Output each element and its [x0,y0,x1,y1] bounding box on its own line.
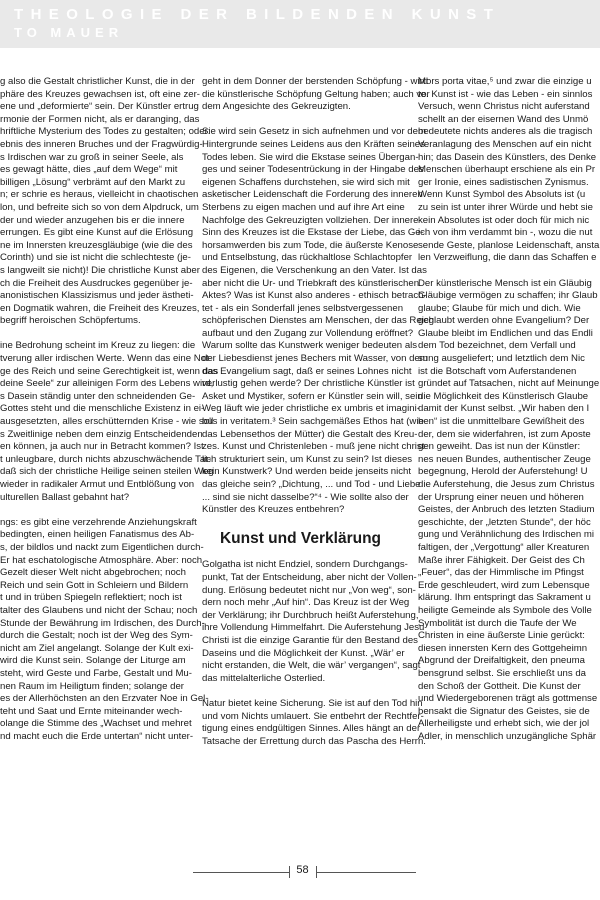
text-line: sung ausgeliefert; und letztlich dem Nic [418,353,585,365]
text-line: dung. Erlösung bedeutet nicht nur „Von weg“, son- [202,584,416,596]
text-line: dem Angesichte des Gekreuzigten. [202,101,351,113]
text-line: schellt an der eisernen Wand des Unmö [418,113,589,125]
text-line: begriff heroischen Schöpfertums. [0,315,141,327]
text-line: zes. Kunst und Christenleben - muß jene nicht christ- [202,441,428,453]
text-line: g also die Gestalt christlicher Kunst, die in der [0,76,195,87]
text-line: Christen in eine äußerste Linie gerückt: [418,630,585,642]
text-line: bensakt die Signatur des Geistes, sie de [418,705,590,717]
text-line: t unleugbare, durch nichts abzuschwächende Tat- [0,453,212,465]
text-line: Asket und Mystiker, sofern er Künstler sein will, sein [202,390,423,402]
paragraph [418,76,600,265]
paragraph [202,76,430,114]
text-line: faltigen, der „Vergottung“ aller Kreaturen [418,541,590,553]
text-line: tigung eines endgültigen Sinnes. Alles hängt an der [202,723,421,735]
text-line: damit der Kunst selbst. „Wir haben den I [418,403,590,415]
text-line: olange die Stimme des „Wachset und mehret [0,718,192,730]
text-line: hriftliche Mysterium des Todes zu gestalten; oder: [0,126,211,138]
footer-rule-left [193,872,289,873]
text-line: Maße ihrer Fähigkeit. Der Geist des Ch [418,554,585,566]
text-line: das mittelalterliche Osterlied. [202,672,326,684]
text-line: Der künstlerische Mensch ist ein Gläubig [418,277,592,289]
text-line: deine Seele“ zur alleinigen Form des Lebens wird, [0,378,214,390]
text-line: es gewagt hätte, dies „auf dem Wege“ mit [0,164,178,176]
text-line: Er hat eschatologische Atmosphäre. Aber: noch [0,554,203,566]
text-line: Wenn Kunst Symbol des Absoluts ist (u [418,189,586,201]
text-line: sende Geste, planlose Leidenschaft, ansta [418,239,600,251]
text-line: Menschen überhaupt erschiene als ein Pr [418,164,596,176]
paragraph [418,278,600,744]
left-column [0,76,219,881]
text-line: kein Absolutes ist oder doch für mich nic [418,214,590,226]
text-line: steht, wird Geste und Farbe, Gestalt und Mu- [0,667,192,679]
text-line: Stunde der Bewährung im Irdischen, des Durch- [0,617,205,629]
paragraph [0,76,211,328]
text-line: „Feuer“, das der Himmlische im Pfingst [418,567,584,579]
text-line: s Zweitlinige neben dem einzig Entscheidenden [0,428,203,440]
text-line: ne im Innersten kreuzesgläubige (wie die des [0,239,193,251]
text-line: lich strukturiert sein, um Kunst zu sein? Ist dieses [202,453,413,465]
text-line: Christi ist die einzige Garantie für den Bestand des [202,634,418,646]
text-line: Todes leben. Sie wird die Ekstase seines Übergan- [202,151,419,163]
text-line: gung und Verähnlichung des Irdischen mi [418,529,595,541]
text-line: Mors porta vitae,⁵ und zwar die einzige u [418,76,592,87]
text-line: Sterbens zu eigen machen und auf ihre Art eine [202,201,405,213]
text-line: Gläubige vermögen zu schaffen; ihr Glaub [418,290,598,302]
text-line: bedeutete nichts anderes als die tragisch [418,126,593,138]
text-line: Erde geschleudert, wird zum Lebensque [418,579,590,591]
text-line: Natur bietet keine Sicherung. Sie ist auf den Tod hin [202,697,423,709]
text-line: en können, ja auch nur in Betracht kommen? Ist [0,441,204,453]
text-line: Gottes steht und die menschliche Existenz in ei- [0,403,205,415]
text-line: das Lebensethos der Mütter) die Gestalt des Kreu- [202,428,418,440]
text-line: des Eigenen, die Verschenkung an den Vater. Ist das [202,264,427,276]
text-line: s langweilt sie nicht)! Die christliche Kunst aber [0,264,200,276]
text-line: Geistes, der Anbruch des letzten Stadium [418,504,595,516]
text-line: ine Bedrohung scheint im Kreuz zu liegen: die [0,340,196,352]
text-line: ngs: es gibt eine verzehrende Anziehungskraft [0,516,197,528]
text-line: glaube; Glaube für mich und dich. Wie [418,302,581,314]
text-line: ausgesetzten, alles erschütternden Krise - wie soll [0,416,214,428]
text-line: Tatsache der Errettung durch das Pascha des Herrn. [202,735,426,747]
text-line: tet - als ein Sonderfall jenes selbstvergessenen [202,302,404,314]
text-line: geschichte, der „letzten Stunde“, der höc [418,516,591,528]
author-name: TO MAUER [14,25,124,40]
running-head-band [0,0,600,48]
text-line: te. Kunst ist - wie das Leben - ein sinnlos [418,88,593,100]
text-line: geglaubt werden ohne Evangelium? Der [418,315,590,327]
text-line: tverung aller irdischen Werte. Wenn das eine Not- [0,353,212,365]
text-line: Sie wird sein Gesetz in sich aufnehmen und vor dem [202,126,426,138]
text-line: n; er schrie es heraus, vielleicht in chaotischen [0,189,199,201]
footer-rule-right [316,872,416,873]
text-line: Daseins und die Möglichkeit der Kunst. „Wär’ er [202,647,405,659]
text-line: Abgrund der Dreifaltigkeit, den pneuma [418,655,585,667]
text-line: hin; das Dasein des Künstlers, des Denke [418,151,597,163]
text-line: nen Raum im Heiligtum finden; solange der [0,680,184,692]
text-line: teht und Saat und Ernte miteinander wech- [0,705,183,717]
text-line: dern noch mehr „Auf hin“. Das Kreuz ist der Weg [202,597,410,609]
text-line: Allerheiligste und erhebt sich, wie der jol [418,718,590,730]
text-line: geht in dem Donner der berstenden Schöpfung - wird [202,76,429,87]
text-line: der, dem sie widerfahren, ist zum Aposte [418,428,591,440]
paragraph [202,126,434,516]
text-line: Symbolität ist durch die Taufe der We [418,617,577,629]
text-line: ene und „deformierte“ sein. Der Künstler ertrug [0,101,199,113]
text-line: hen“ ist die unmittelbare Gewißheit des [418,416,585,428]
text-line: horsamwerden bis zum Tode, die äußerste Kenose [202,239,419,251]
text-line: nicht am Ziel angelangt. Solange der Kult exi- [0,642,194,654]
text-line: ... sind sie nicht dasselbe?“⁴ - Wie sollte also der [202,491,409,503]
text-line: Adler, in menschlich unzugängliche Sphär [418,730,597,742]
text-line: errungen. Es gibt eine Kunst auf die Erlösung [0,227,194,239]
text-line: nd macht euch die Erde untertan“ nicht unter- [0,730,194,742]
right-column [418,76,600,881]
text-line: gen geweiht. Das ist nun der Künstler: [418,441,581,453]
text-line: Künstler des Kreuzes entbehren? [202,504,345,516]
text-line: punkt, Tat der Entscheidung, aber nicht der Vollen- [202,571,417,583]
text-line: aber nicht die Ur- und Triebkraft des künstlerischen [202,277,420,289]
text-line: den Schoß der Gottheit. Die Kunst der [418,680,581,692]
text-line: bedingten, einen heiligen Fanatismus des Ab- [0,529,195,541]
text-line: ich von ihm verdammt bin -, wozu die nut [418,227,593,239]
text-line: rmonie der Formen nicht, als er daranging, das [0,113,200,125]
text-line: Nachfolge des Gekreuzigten vollziehen. Der innere [202,214,419,226]
text-line: bensgrund selbst. Sie erschließt uns da [418,667,586,679]
text-line: Sinn des Kreuzes ist die Ekstase der Liebe, das Ge- [202,227,424,239]
text-line: das Evangelium sagt, daß er seines Lohnes nicht [202,365,412,377]
text-line: und Entselbstung, das rückhaltlose Schlachtopfer [202,252,413,264]
text-line: bus in veritatem.³ Sein sachgemäßes Ethos hat (wie [202,416,424,428]
text-line: und Wiedergeborenen trägt als gottmense [418,693,598,705]
text-line: billigen „Lösung“ verbrämt auf den Markt zu [0,176,186,188]
text-line: s Dasein ständig unter den schneidenden Ge- [0,390,196,402]
paragraph [202,697,426,748]
text-line: klärung. Ihm entspringt das Sakrament u [418,592,591,604]
text-line: anonistischen Klassizismus und jeder ästheti- [0,290,194,302]
text-line: Weg läuft wie jeder christliche ex umbris et imagini- [202,403,420,415]
text-line: len Verzweiflung, die dann das Schaffen e [418,252,597,264]
text-line: zu sein ist unter ihrer Würde und hebt sie [418,201,593,213]
text-line: das gleiche sein? „Dichtung, ... und Tod - und Liebe [202,479,421,490]
text-line: schöpferischen Dienstes am Menschen, der das Reich [202,315,434,327]
text-line: t und in trüben Spiegeln reflektiert; noch ist [0,592,182,604]
text-line: kein Kunstwerk? Und werden beide jenseits nicht [202,466,412,478]
text-line: der und wieder anzugehen bis er die innere [0,214,185,226]
text-line: ulturellen Ballast gebahnt hat? [0,491,130,503]
text-line: die künstlerische Schöpfung Geltung haben; auch vor [202,88,430,100]
text-line: eigenen Schaffens durchstehen, sie wird sich mit [202,176,410,188]
text-line: heiligte Gemeinde als Symbole des Volle [418,604,592,616]
text-line: diesen innersten Kern des Gottgeheimn [418,642,588,654]
text-line: Gezelt dieser Welt nicht abgebrochen; noch [0,567,186,579]
text-line: die Auferstehung, die Jesus zum Christus [418,479,595,490]
text-line: ebnis des inneren Bruches und der Fragwürdig- [0,138,203,150]
text-line: ge des Reich und seine Gerechtigkeit ist, wenn das [0,365,219,377]
text-line: Veranlagung des Menschen auf ein nicht [418,138,592,150]
paragraph [0,516,209,744]
text-line: durch die Gestalt; noch ist der Weg des Sym- [0,630,193,642]
text-line: lon, und befreite sich so von dem Alpdruck, um [0,201,199,213]
section-heading: Kunst und Verklärung [219,530,382,548]
text-line: dem Tod bezeichnet, dem Verfall und [418,340,576,352]
text-line: die Möglichkeit des Künstlerisch Glaube [418,390,589,402]
text-line: verlustig gehen werde? Der christliche Künstler ist [202,378,415,390]
text-line: Glaube bleibt im Endlichen und das Endli [418,327,593,339]
paragraph [202,559,425,685]
text-line: s, der bildlos und nackt zum Eigentlichen durch- [0,541,204,553]
text-line: phäre des Kreuzes gewachsen ist, oft eine zer- [0,88,200,100]
text-line: Aktes? Was ist Kunst also anderes - ethisch betrach- [202,290,427,302]
text-line: nes neuen Bundes, authentischer Zeuge [418,453,591,465]
text-line: nicht erstanden, die Welt, die wär’ vergangen“, sagt [202,660,421,672]
text-line: gründet auf Tatsachen, nicht auf Meinunge [418,378,600,390]
text-line: ger Ironie, eines sadistischen Zynismus. [418,176,589,188]
text-line: es der Allerhöchsten an den Erzvater Noe in Gel- [0,693,209,705]
text-line: Versuch, wenn Christus nicht auferstand [418,101,590,113]
text-line: der Liebesdienst jenes Bechers mit Wasser, von dem [202,353,428,365]
text-line: ihre Vollendung Himmelfahrt. Die Auferstehung Jesu [202,622,425,634]
text-line: ges und seiner Todesentrückung in der Hingabe des [202,164,424,176]
text-line: Warum sollte das Kunstwerk weniger bedeuten als [202,340,418,352]
text-line: der Ursprung einer neuen und höheren [418,491,584,503]
text-line: ist die Botschaft vom Auferstandenen [418,365,577,377]
text-line: begegnung, Herold der Auferstehung! U [418,466,588,478]
text-line: der Verklärung; ihr Durchbruch heißt Auferstehung, [202,609,419,621]
page-number: 58 [296,864,309,876]
paragraph [0,340,219,504]
text-line: und vom Nichts umlauert. Sie entbehrt der Rechtfer- [202,710,424,722]
text-line: Corinth) und sie ist nicht die schlechteste (je- [0,252,191,264]
text-line: Reich und sein Gott in Schleiern und Bildern [0,579,189,591]
text-line: wieder in radikaler Armut und Entblößung von [0,479,195,490]
middle-column [202,76,434,881]
text-line: Golgatha ist nicht Endziel, sondern Durchgangs- [202,559,408,571]
text-line: talter des Glaubens und nicht der Schau; noch [0,604,198,616]
text-line: wird die Kunst sein. Solange der Liturge am [0,655,186,667]
running-head: THEOLOGIE DER BILDENDEN KUNST [14,6,501,23]
text-line: daß sich der christliche Heilige seinen steilen Weg [0,466,214,478]
text-line: s Irdischen war zu groß in seiner Seele, als [0,151,184,163]
text-line: ch die Freiheit des Ausdruckes gegenüber je- [0,277,193,289]
text-line: aufbaut und den Zugang zur Vollendung eröffnet? [202,327,414,339]
text-line: Hintergrunde seines Leidens aus den Kräften seines [202,138,425,150]
text-line: en Dogmatik wahren, die Freiheit des Kreuzes, [0,302,200,314]
text-line: asketischer Leidenschaft die Forderung des inneren [202,189,423,201]
